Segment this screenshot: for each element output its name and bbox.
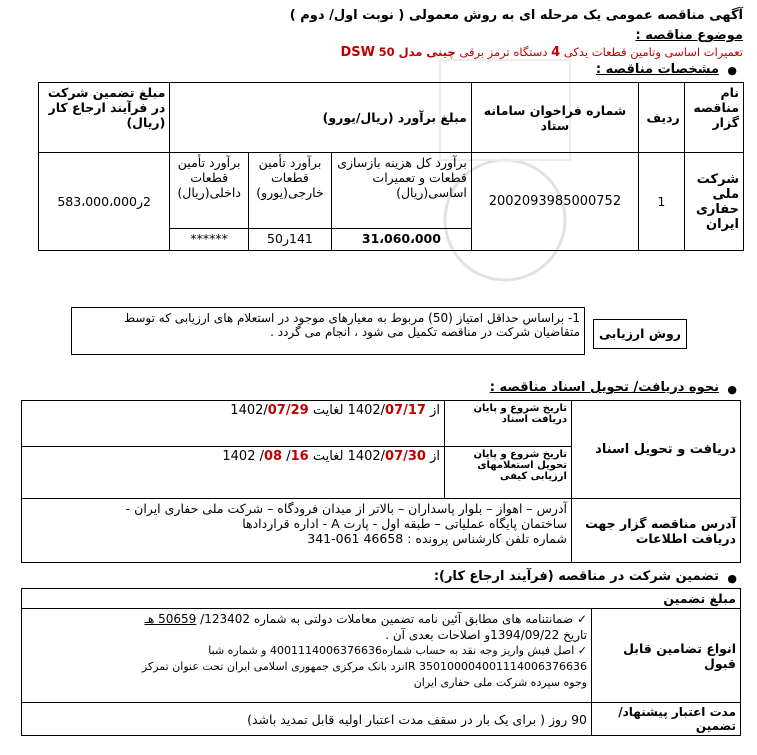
item2-line2: IR 350100004001114006376636نزد بانک مرکزی جمهوری اسلامی ایران تحت عنوان تمرکز [141,660,587,673]
check-icon: ✓ [577,644,587,657]
item2-line1: ✓ اصل فیش واریز وجه نقد به حساب شماره4001114006376636 و شماره شبا [208,644,587,657]
specs-table [38,82,744,251]
item1-line1: ✓ ضمانتنامه های مطابق آئین نامه تضمین معاملات دولتی به شماره 123402/ 50659 هـ [144,612,587,626]
address-line2: ساختمان پایگاه عملیاتی – طبقه اول - پارت A - اداره قراردادها [242,516,567,531]
types-cell [22,609,592,703]
cell-call: 2002093985000752 [471,153,638,251]
documents-heading [490,380,719,395]
sub-foreign: برآورد تأمین قطعات خارجی(یورو) [248,153,331,229]
subject-qty: 4 [551,45,561,60]
cell-guarantee: 2ر583،000،000 [39,153,170,251]
specs-heading: مشخصات مناقصه : [595,62,719,77]
bullet-icon: ● [727,572,737,585]
guarantee-table [21,588,741,736]
bullet-icon: ● [727,64,737,77]
types-label: انواع تضامین قابل قبول [592,609,741,703]
item2-line3: وجوه سپرده شرکت ملی حفاری ایران [413,676,587,689]
evaluation-label: روش ارزیابی [593,319,687,349]
row1-date1: 1402/07/17 [347,403,426,418]
sub-total: برآورد کل هزینه بازسازی قطعات و تعمیرات اساسی(ریال) [331,153,471,229]
subject-model: DSW [340,45,375,60]
row2-mid: لغایت [312,449,344,464]
receive-label: دریافت و تحویل اسناد [572,401,741,499]
row2-dates [22,447,445,499]
cell-foreign: 141ر50 [248,229,331,251]
col-org: نام مناقصه گزار [684,83,743,153]
cell-total: 31،060،000 [331,229,471,251]
row2-label: تاریخ شروع و پایان تحویل استعلامهای ارزیابی کیفی [445,447,572,499]
evaluation-text-box [71,307,585,355]
subject-text [340,45,743,60]
col-estimate: مبلغ برآورد (ریال/یورو) [170,83,472,153]
subject-part1: تعمیرات اساسی وتامین قطعات یدکی [563,45,743,59]
validity-label: مدت اعتبار پیشنهاد/ تضمین [592,703,741,736]
check-icon: ✓ [576,612,587,626]
item1-line2: تاریخ 1394/09/22و اصلاحات بعدی آن . [385,628,587,642]
subject-part2: دستگاه ترمز برقی [459,45,548,59]
subject-make: چینی مدل 50 [378,45,456,59]
amount-label: مبلغ تضمین [22,589,741,609]
documents-heading-text: نحوه دریافت/ تحویل اسناد مناقصه : [489,380,719,395]
documents-table [21,400,741,563]
evaluation-line2: متقاضیان شرکت در مناقصه تکمیل می شود ، انجام می گردد . [270,325,580,339]
address-line1: آدرس – اهواز – بلوار پاسداران – بالاتر از میدان فرودگاه – شرکت ملی حفاری ایران - [125,501,567,516]
cell-domestic: ****** [170,229,249,251]
cell-org: شرکت ملی حفاری ایران [684,153,743,251]
cell-row: 1 [638,153,684,251]
page-title: آگهی مناقصه عمومی یک مرحله ای به روش معمولی ( نوبت اول/ دوم ) [289,8,743,23]
guarantee-heading: تضمین شرکت در مناقصه (فرآیند ارجاع کار): [433,569,719,584]
address-label: آدرس مناقصه گزار جهت دریافت اطلاعات [572,499,741,563]
validity-text: 90 روز ( برای یک بار در سقف مدت اعتبار اولیه قابل تمدید باشد) [22,703,592,736]
col-guarantee: مبلغ تضمین شرکت در فرآیند ارجاع کار (ریال) [39,83,170,153]
address-cell [22,499,572,563]
col-call: شماره فراخوان سامانه ستاد [471,83,638,153]
row1-label: تاریخ شروع و پایان دریافت اسناد [445,401,572,447]
address-line3: شماره تلفن کارشناس پرونده : 46658 061-341 [307,531,567,546]
row2-date2: 16/ 08/ 1402 [222,449,309,464]
row1-from: از [430,403,440,418]
row2-from: از [430,449,440,464]
row1-mid: لغایت [312,403,344,418]
evaluation-line1: 1- براساس حداقل امتیاز (50) مربوط به معیارهای موجود در استعلام های ارزیابی که توسط [123,311,580,325]
row1-dates [22,401,445,447]
row2-date1: 1402/07/30 [347,449,426,464]
subject-label: موضوع مناقصه : [635,28,743,43]
bullet-icon: ● [727,383,737,396]
col-row: ردیف [638,83,684,153]
sub-domestic: برآورد تأمین قطعات داخلی(ریال) [170,153,249,229]
row1-date2: 1402/07/29 [230,403,309,418]
